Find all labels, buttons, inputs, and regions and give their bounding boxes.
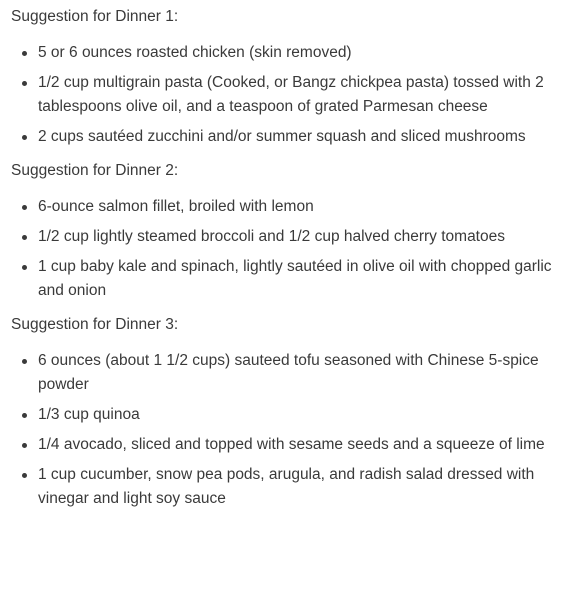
- dinner-suggestion-1: [11, 5, 567, 149]
- list-item: 5 or 6 ounces roasted chicken (skin removed): [11, 41, 567, 65]
- ingredient-list: [11, 41, 567, 149]
- list-item: 1/2 cup multigrain pasta (Cooked, or Bangz chickpea pasta) tossed with 2 tablespoons olive oil, and a teaspoon of grated Parmesan cheese: [11, 71, 567, 119]
- list-item: 1/3 cup quinoa: [11, 403, 567, 427]
- section-heading: Suggestion for Dinner 3:: [11, 316, 179, 333]
- list-item: 1/2 cup lightly steamed broccoli and 1/2 cup halved cherry tomatoes: [11, 225, 567, 249]
- list-item: 6-ounce salmon fillet, broiled with lemon: [11, 195, 567, 219]
- list-item: 2 cups sautéed zucchini and/or summer squash and sliced mushrooms: [11, 125, 567, 149]
- ingredient-list: [11, 349, 567, 511]
- dinner-suggestion-3: [11, 313, 567, 511]
- list-item: 1 cup baby kale and spinach, lightly sautéed in olive oil with chopped garlic and onion: [11, 255, 567, 303]
- list-item: 1 cup cucumber, snow pea pods, arugula, and radish salad dressed with vinegar and light soy sauce: [11, 463, 567, 511]
- list-item: 6 ounces (about 1 1/2 cups) sauteed tofu seasoned with Chinese 5-spice powder: [11, 349, 567, 397]
- section-heading: Suggestion for Dinner 2:: [11, 162, 179, 179]
- list-item: 1/4 avocado, sliced and topped with sesame seeds and a squeeze of lime: [11, 433, 567, 457]
- section-heading: Suggestion for Dinner 1:: [11, 8, 179, 25]
- ingredient-list: [11, 195, 567, 303]
- dinner-suggestion-2: [11, 159, 567, 303]
